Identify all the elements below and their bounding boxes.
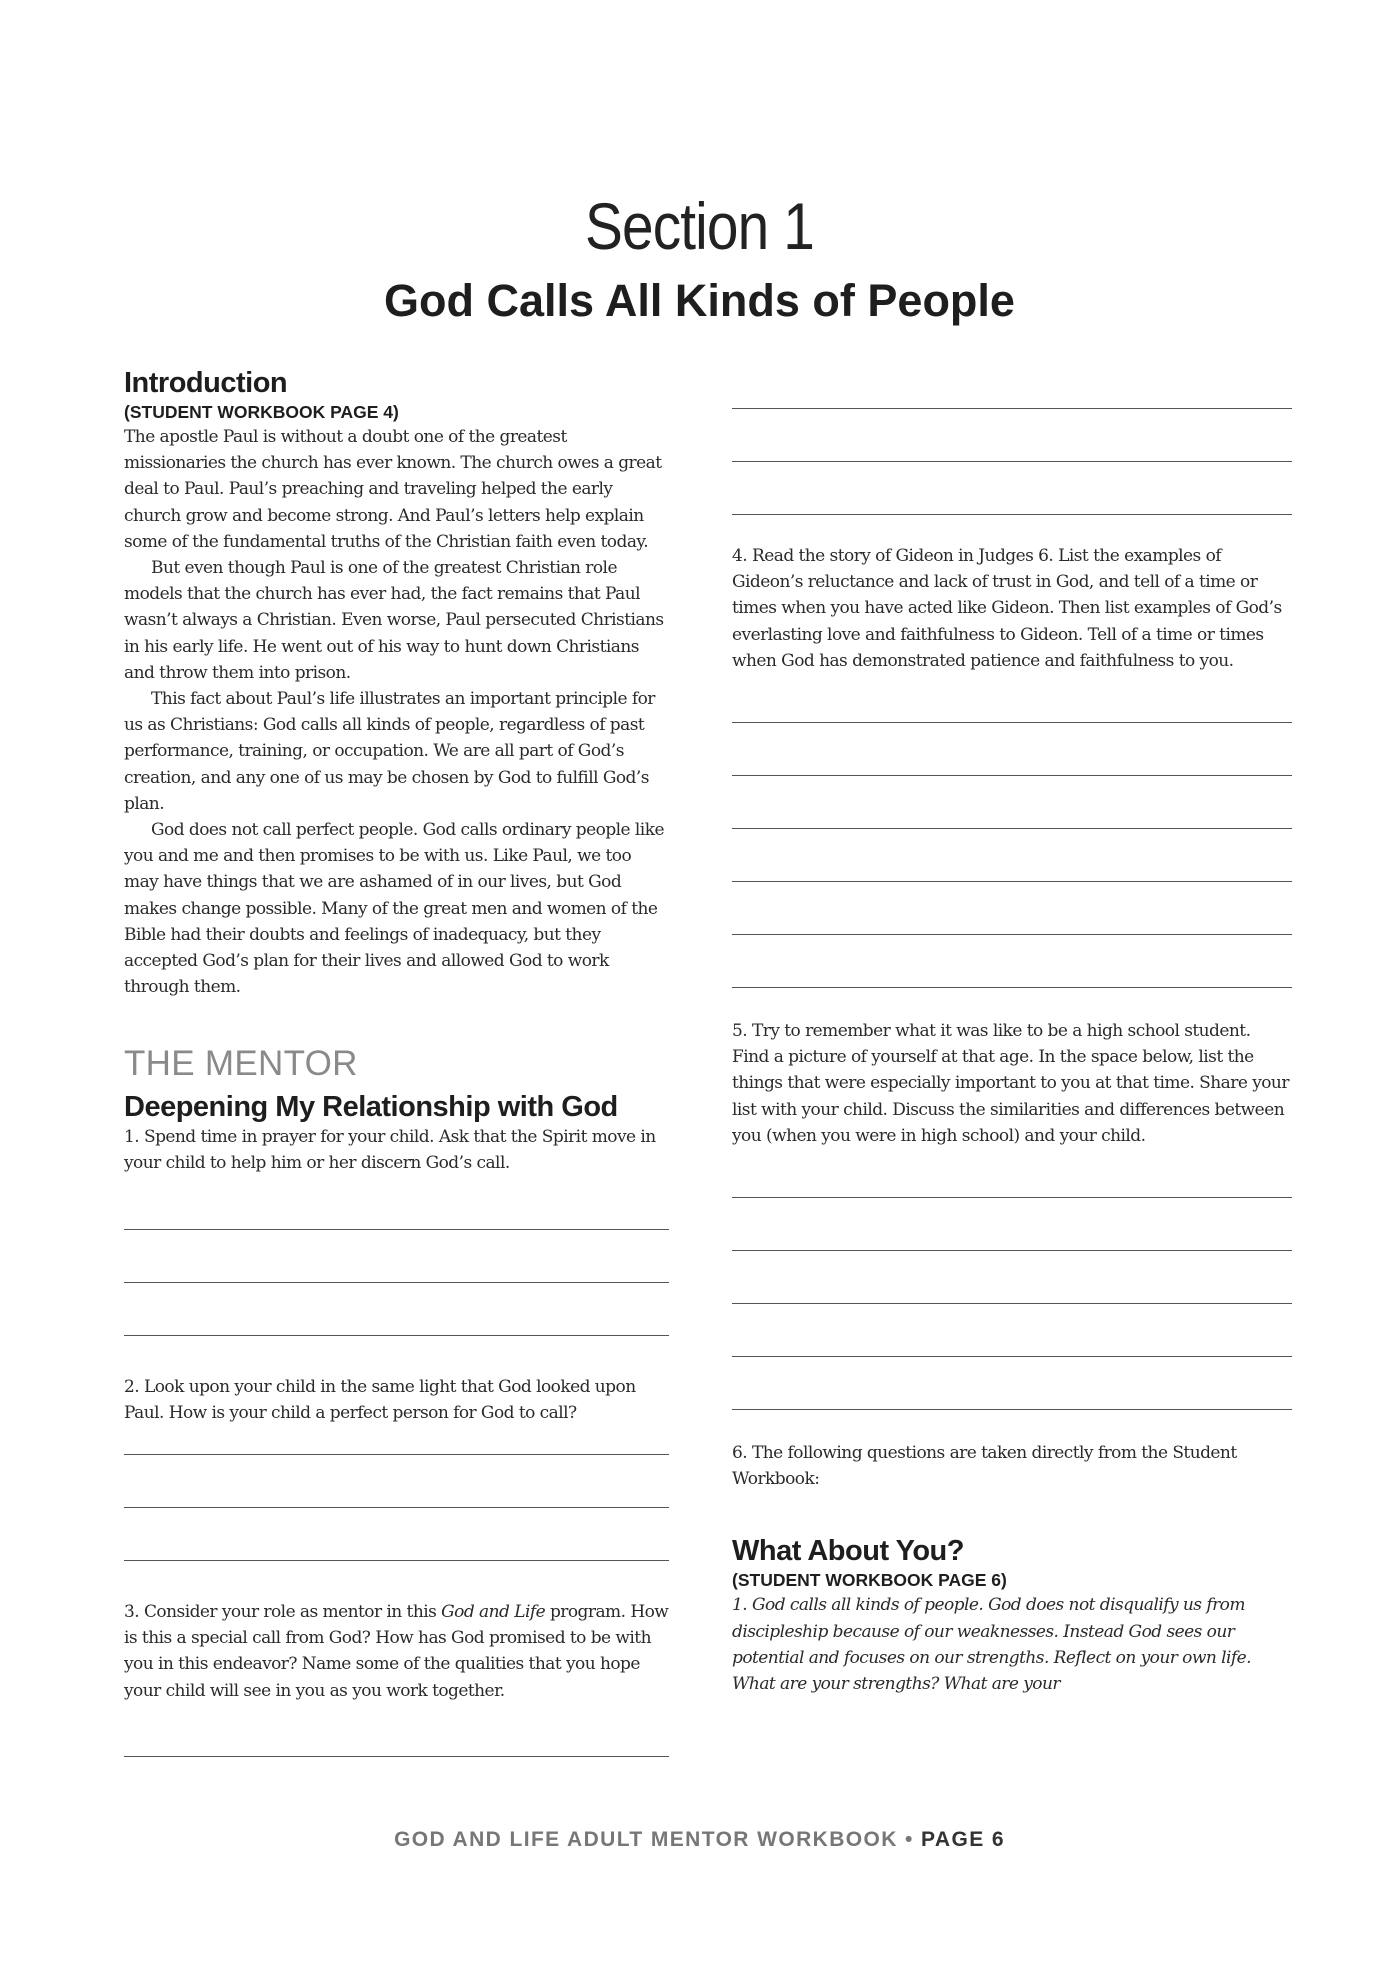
answer-line[interactable] (732, 723, 1292, 776)
answer-line[interactable] (732, 1304, 1292, 1357)
answer-line[interactable] (124, 1455, 669, 1508)
answer-line[interactable] (732, 1145, 1292, 1198)
student-question-1: 1. God calls all kinds of people. God does not disqualify us from discipleship because of our weaknesses. Instead God sees our potential and focuses on our strengths. Reflect on your own life. What are your strengths? What are your (732, 1595, 1252, 1694)
intro-paragraph-3: This fact about Paul’s life illustrates an important principle for us as Christians: God calls all kinds of people, regardless of past performance, training, or occupation. We are all part of God’s creation, and any one of us may be chosen by God to fulfill God’s plan. (124, 688, 655, 814)
question-1: 1. Spend time in prayer for your child. Ask that the Spirit move in your child to help him or her discern God’s call. (124, 1127, 656, 1174)
question-5: 5. Try to remember what it was like to be a high school student. Find a picture of yourself at that age. In the space below, list the things that were especially important to you at that time. Share your list with your child. Discuss the similarities and differences between you (when you were in high school) and your child. (732, 1021, 1289, 1146)
answer-line[interactable] (732, 882, 1292, 935)
page-footer (0, 1828, 1399, 1852)
what-about-you-reference: (STUDENT WORKBOOK PAGE 6) (732, 1570, 1007, 1591)
section-title: God Calls All Kinds of People (384, 275, 1015, 326)
intro-paragraph-4: God does not call perfect people. God calls ordinary people like you and me and then promises to be with us. Like Paul, we too may have things that we are ashamed of in our lives, but God makes change possible. Many of the great men and women of the Bible had their doubts and feelings of inadequacy, but they accepted God’s plan for their lives and allowed God to work through them. (124, 819, 664, 998)
answer-lines-q3 (124, 1704, 669, 1757)
footer-separator: • (897, 1828, 922, 1851)
answer-line[interactable] (732, 409, 1292, 462)
answer-line[interactable] (732, 829, 1292, 882)
page-number: PAGE 6 (921, 1828, 1005, 1851)
left-column (124, 368, 669, 1757)
answer-line[interactable] (732, 670, 1292, 723)
answer-line[interactable] (732, 1251, 1292, 1304)
mentor-label: THE MENTOR (124, 1044, 358, 1084)
footer-title: GOD AND LIFE ADULT MENTOR WORKBOOK (394, 1828, 898, 1851)
question-3-end: program. How is this a special call from God? How has God promised to be with you in this endeavor? Name some of the qualities that you hope your child will see in you as you work together. (124, 1602, 669, 1701)
section-label: Section 1 (585, 189, 814, 263)
mentor-heading: Deepening My Relationship with God (124, 1091, 618, 1124)
answer-lines-intro-continued (732, 356, 1292, 515)
intro-paragraph-1: The apostle Paul is without a doubt one of the greatest missionaries the church has ever known. The church owes a great deal to Paul. Paul’s preaching and traveling helped the early church grow and become strong. And Paul’s letters help explain some of the fundamental truths of the Christian faith even today. (124, 426, 662, 552)
answer-line[interactable] (732, 356, 1292, 409)
question-3 (124, 1599, 669, 1704)
answer-line[interactable] (732, 776, 1292, 829)
question-6: 6. The following questions are taken directly from the Student Workbook: (732, 1443, 1237, 1490)
question-4: 4. Read the story of Gideon in Judges 6. List the examples of Gideon’s reluctance and lack of trust in God, and tell of a time or times when you have acted like Gideon. Then list examples of God’s everlasting love and faithfulness to Gideon. Tell of a time or times when God has demonstrated patience and faithfulness to you. (732, 546, 1282, 671)
question-2: 2. Look upon your child in the same light that God looked upon Paul. How is your child a perfect person for God to call? (124, 1376, 636, 1423)
answer-line[interactable] (732, 1198, 1292, 1251)
intro-paragraph-2: But even though Paul is one of the greatest Christian role models that the church has ever had, the fact remains that Paul wasn’t always a Christian. Even worse, Paul persecuted Christians in his early life. He went out of his way to hunt down Christians and throw them into prison. (124, 557, 664, 683)
introduction-heading: Introduction (124, 367, 288, 399)
answer-line[interactable] (124, 1230, 669, 1283)
answer-lines-q4 (732, 670, 1292, 988)
answer-line[interactable] (732, 935, 1292, 988)
answer-line[interactable] (732, 1357, 1292, 1410)
question-3-start: 3. Consider your role as mentor in this (124, 1602, 442, 1623)
answer-line[interactable] (124, 1283, 669, 1336)
answer-line[interactable] (124, 1177, 669, 1230)
answer-lines-q5 (732, 1145, 1292, 1410)
answer-line[interactable] (124, 1508, 669, 1561)
answer-line[interactable] (124, 1704, 669, 1757)
introduction-reference: (STUDENT WORKBOOK PAGE 4) (124, 401, 399, 422)
answer-line[interactable] (732, 462, 1292, 515)
program-name: God and Life (441, 1602, 546, 1623)
answer-lines-q1 (124, 1177, 669, 1336)
right-column (732, 408, 1292, 1697)
what-about-you-heading: What About You? (732, 1535, 964, 1568)
